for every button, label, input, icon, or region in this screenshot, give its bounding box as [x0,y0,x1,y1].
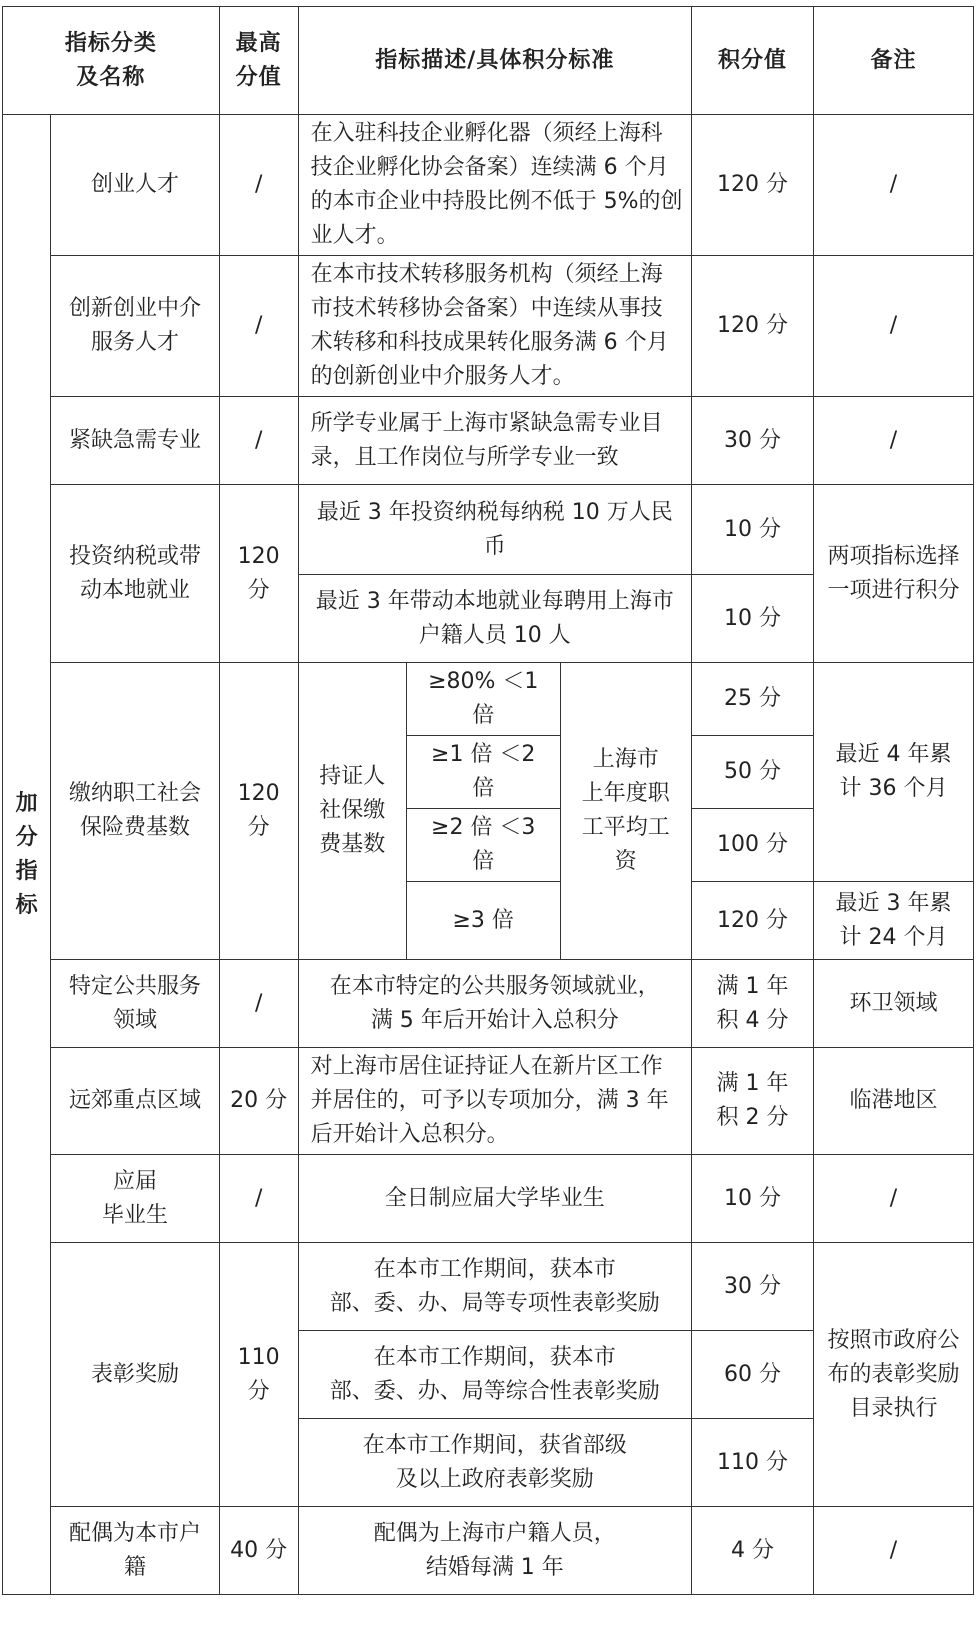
row-name: 紧缺急需专业 [51,397,219,485]
header-max-score: 最高 分值 [219,7,298,115]
social-level: ≥2 倍 ＜3 倍 [406,809,560,882]
points-table-container [2,6,974,1595]
row-remark: / [814,1155,974,1243]
row-name: 创业人才 [51,115,219,256]
header-remark: 备注 [814,7,974,115]
row-name: 特定公共服务 领域 [51,960,219,1048]
row-points: 120 分 [692,882,814,960]
row-remark: 按照市政府公布的表彰奖励目录执行 [814,1243,974,1507]
row-points: 110 分 [692,1419,814,1507]
row-description: 在本市工作期间，获本市 部、委、办、局等综合性表彰奖励 [298,1331,691,1419]
row-description: 最近 3 年投资纳税每纳税 10 万人民币 [298,485,691,575]
row-points: 60 分 [692,1331,814,1419]
row-points: 30 分 [692,397,814,485]
row-max: 120 分 [219,663,298,960]
row-remark: 临港地区 [814,1048,974,1155]
row-points: 25 分 [692,663,814,736]
row-points: 10 分 [692,485,814,575]
row-public-service [3,960,974,1048]
row-description: 在本市工作期间，获省部级 及以上政府表彰奖励 [298,1419,691,1507]
row-remark: / [814,1507,974,1595]
row-description: 在本市特定的公共服务领域就业， 满 5 年后开始计入总积分 [298,960,691,1048]
row-name: 缴纳职工社会 保险费基数 [51,663,219,960]
row-points: 120 分 [692,115,814,256]
social-holder-label: 持证人 社保缴 费基数 [298,663,406,960]
row-investment-tax [3,485,974,575]
row-remark: / [814,256,974,397]
row-points: 满 1 年 积 4 分 [692,960,814,1048]
row-remote-area [3,1048,974,1155]
row-remark: 环卫领域 [814,960,974,1048]
row-remark: / [814,397,974,485]
header-points: 积分值 [692,7,814,115]
row-points: 50 分 [692,736,814,809]
social-level: ≥1 倍 ＜2 倍 [406,736,560,809]
row-name: 投资纳税或带 动本地就业 [51,485,219,663]
row-max: 20 分 [219,1048,298,1155]
row-awards-1 [3,1243,974,1331]
row-points: 120 分 [692,256,814,397]
group-label-bonus: 加 分 指 标 [3,115,51,1595]
row-description: 在本市工作期间，获本市 部、委、办、局等专项性表彰奖励 [298,1243,691,1331]
row-remark: / [814,115,974,256]
row-description: 全日制应届大学毕业生 [298,1155,691,1243]
row-max: / [219,256,298,397]
row-max: 120 分 [219,485,298,663]
row-fresh-graduate [3,1155,974,1243]
row-description: 所学专业属于上海市紧缺急需专业目录，且工作岗位与所学专业一致 [298,397,691,485]
row-description: 最近 3 年带动本地就业每聘用上海市户籍人员 10 人 [298,575,691,663]
header-row [3,7,974,115]
header-description: 指标描述/具体积分标准 [298,7,691,115]
social-reference: 上海市 上年度职 工平均工 资 [560,663,692,960]
row-max: 40 分 [219,1507,298,1595]
row-max: 110 分 [219,1243,298,1507]
row-startup-talent [3,115,974,256]
row-intermediary-talent [3,256,974,397]
row-name: 创新创业中介 服务人才 [51,256,219,397]
row-description: 在入驻科技企业孵化器（须经上海科技企业孵化协会备案）连续满 6 个月的本市企业中持股比例不低于 5%的创业人才。 [298,115,691,256]
row-remark: 最近 4 年累 计 36 个月 [814,663,974,882]
row-points: 满 1 年 积 2 分 [692,1048,814,1155]
row-points: 10 分 [692,1155,814,1243]
row-description: 在本市技术转移服务机构（须经上海市技术转移协会备案）中连续从事技术转移和科技成果转化服务满 6 个月的创新创业中介服务人才。 [298,256,691,397]
social-level: ≥3 倍 [406,882,560,960]
row-name: 表彰奖励 [51,1243,219,1507]
row-points: 30 分 [692,1243,814,1331]
row-max: / [219,397,298,485]
row-shortage-major [3,397,974,485]
row-points: 4 分 [692,1507,814,1595]
row-description: 配偶为上海市户籍人员， 结婚每满 1 年 [298,1507,691,1595]
social-level: ≥80% ＜1 倍 [406,663,560,736]
row-name: 配偶为本市户 籍 [51,1507,219,1595]
row-description: 对上海市居住证持证人在新片区工作并居住的，可予以专项加分，满 3 年后开始计入总积分。 [298,1048,691,1155]
row-max: / [219,960,298,1048]
row-remark: 两项指标选择一项进行积分 [814,485,974,663]
points-criteria-table [2,6,974,1595]
row-points: 10 分 [692,575,814,663]
row-name: 应届 毕业生 [51,1155,219,1243]
row-social-insurance-1 [3,663,974,736]
header-category: 指标分类 及名称 [3,7,220,115]
row-max: / [219,115,298,256]
row-remark: 最近 3 年累 计 24 个月 [814,882,974,960]
row-points: 100 分 [692,809,814,882]
row-name: 远郊重点区域 [51,1048,219,1155]
row-max: / [219,1155,298,1243]
row-spouse-registration [3,1507,974,1595]
